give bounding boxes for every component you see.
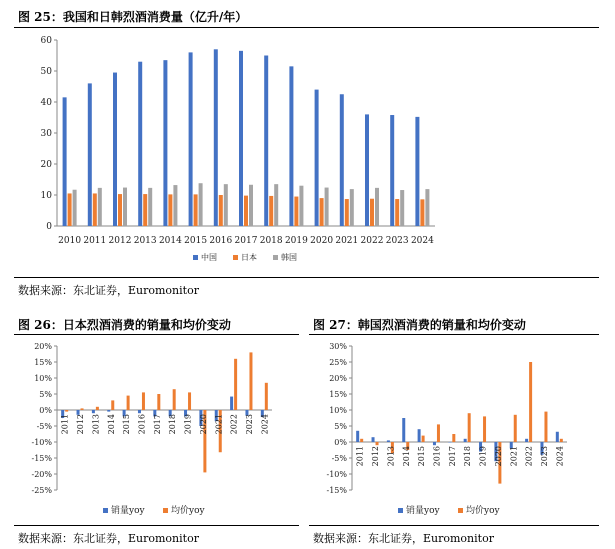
fig26-x-tick-label: 2023 <box>244 414 254 435</box>
fig27-x-tick-label: 2020 <box>493 445 503 467</box>
fig27-bar-s1 <box>433 442 436 445</box>
fig25-y-tick-label: 30 <box>40 129 52 139</box>
figure-26-title: 图 26：日本烈酒消费的销量和均价变动 <box>18 318 231 332</box>
fig25-x-tick-label: 2024 <box>410 236 434 246</box>
fig25-y-tick-label: 60 <box>40 36 52 46</box>
fig27-bar-s2 <box>468 413 471 442</box>
fig27-bar-s2 <box>437 424 440 442</box>
fig26-x-tick-label: 2013 <box>91 414 101 435</box>
fig27-x-tick-label: 2012 <box>371 446 381 467</box>
fig25-x-tick-label: 2010 <box>58 236 82 246</box>
fig26-x-tick-label: 2021 <box>214 414 224 435</box>
fig25-x-tick-label: 2017 <box>234 236 258 246</box>
fig27-bar-s1 <box>356 431 359 442</box>
fig27-y-tick-label: -5% <box>331 454 347 463</box>
fig27-y-tick-label: 30% <box>329 342 347 351</box>
fig26-x-tick-label: 2019 <box>183 414 193 435</box>
fig27-bar-s2 <box>560 439 563 442</box>
fig27-bar-s1 <box>525 439 528 442</box>
fig27-x-tick-label: 2016 <box>432 446 442 467</box>
figure-26-source: 数据来源：东北证券，Euromonitor <box>18 532 199 545</box>
figure-27-source: 数据来源：东北证券，Euromonitor <box>313 532 494 545</box>
fig25-x-tick-label: 2012 <box>108 236 132 246</box>
fig27-bar-s2 <box>422 436 425 442</box>
fig27-bar-s2 <box>544 412 547 442</box>
fig27-x-tick-label: 2011 <box>355 446 365 467</box>
fig27-bar-s2 <box>514 415 517 442</box>
fig27-bar-s2 <box>483 416 486 442</box>
fig27-bar-s1 <box>556 432 559 442</box>
fig27-y-tick-label: 5% <box>334 422 347 431</box>
fig27-x-tick-label: 2019 <box>478 446 488 467</box>
fig27-y-tick-label: 20% <box>329 374 347 383</box>
fig26-legend-label: 销量yoy <box>111 506 145 516</box>
fig27-y-tick-label: -10% <box>326 470 347 479</box>
fig27-bar-s1 <box>448 442 451 443</box>
fig25-x-tick-label: 2019 <box>284 236 308 246</box>
fig27-legend-label: 销量yoy <box>406 506 440 516</box>
fig27-x-tick-label: 2022 <box>524 446 534 467</box>
fig26-y-tick-label: 10% <box>34 374 52 383</box>
fig27-x-tick-label: 2014 <box>401 446 411 467</box>
fig27-x-tick-label: 2017 <box>447 446 457 467</box>
fig26-x-tick-label: 2012 <box>76 414 86 435</box>
fig25-x-tick-label: 2018 <box>259 236 283 246</box>
fig26-y-tick-label: -20% <box>31 470 52 479</box>
fig26-x-tick-label: 2020 <box>198 414 208 435</box>
fig26-y-tick-label: 15% <box>34 358 52 367</box>
fig27-y-tick-label: -15% <box>326 486 347 495</box>
fig26-y-tick-label: -25% <box>31 486 52 495</box>
fig27-bar-s1 <box>464 439 467 442</box>
fig26-x-tick-label: 2022 <box>229 414 239 435</box>
figure-27-source-rule <box>309 525 599 526</box>
fig25-x-tick-label: 2020 <box>310 236 334 246</box>
fig27-x-tick-label: 2015 <box>417 446 427 467</box>
fig26-legend-label: 均价yoy <box>171 506 205 516</box>
fig27-legend-label: 均价yoy <box>466 506 500 516</box>
fig26-x-tick-label: 2011 <box>60 414 70 435</box>
fig27-x-tick-label: 2021 <box>509 446 519 467</box>
fig26-x-tick-label: 2016 <box>137 414 147 435</box>
fig25-y-tick-label: 40 <box>40 98 52 108</box>
fig25-x-tick-label: 2014 <box>158 236 182 246</box>
fig26-x-tick-label: 2017 <box>152 414 162 435</box>
fig25-legend-label: 中国 <box>201 253 217 262</box>
fig26-x-tick-label: 2015 <box>122 414 132 435</box>
fig27-bar-s2 <box>452 434 455 442</box>
fig27-x-tick-label: 2018 <box>463 446 473 467</box>
fig25-y-tick-label: 20 <box>40 160 52 170</box>
fig27-y-tick-label: 15% <box>329 390 347 399</box>
fig27-bar-s1 <box>418 429 421 442</box>
fig26-x-tick-label: 2018 <box>168 414 178 435</box>
fig27-bar-s2 <box>360 439 363 442</box>
fig25-x-tick-label: 2013 <box>133 236 157 246</box>
fig26-y-tick-label: 5% <box>39 390 52 399</box>
fig27-bar-s2 <box>529 362 532 442</box>
fig25-legend-label: 日本 <box>241 253 257 262</box>
fig27-x-tick-label: 2023 <box>539 446 549 467</box>
fig27-bar-s2 <box>376 442 379 445</box>
fig25-x-tick-label: 2022 <box>360 236 384 246</box>
fig26-y-tick-label: -10% <box>31 438 52 447</box>
fig27-x-tick-label: 2024 <box>555 446 565 467</box>
fig27-y-tick-label: 25% <box>329 358 347 367</box>
fig27-x-tick-label: 2013 <box>386 446 396 467</box>
fig27-bar-s1 <box>402 418 405 442</box>
figure-25-source: 数据来源：东北证券，Euromonitor <box>18 284 199 297</box>
fig27-bar-s1 <box>372 437 375 442</box>
fig25-x-tick-label: 2011 <box>83 236 107 246</box>
figure-27-title: 图 27：韩国烈酒消费的销量和均价变动 <box>313 318 526 332</box>
fig25-x-tick-label: 2015 <box>184 236 208 246</box>
fig25-y-tick-label: 50 <box>40 67 52 77</box>
fig27-legend-swatch <box>398 508 403 513</box>
fig26-y-tick-label: 0% <box>39 406 52 415</box>
fig25-x-tick-label: 2023 <box>385 236 409 246</box>
fig25-x-tick-label: 2016 <box>209 236 233 246</box>
fig26-y-tick-label: 20% <box>34 342 52 351</box>
figure-25-title: 图 25：我国和日韩烈酒消费量（亿升/年） <box>18 10 248 24</box>
fig25-y-tick-label: 0 <box>46 222 52 232</box>
fig27-legend-swatch <box>458 508 463 513</box>
fig25-legend-label: 韩国 <box>281 253 297 262</box>
fig25-y-tick-label: 10 <box>40 191 52 201</box>
fig26-y-tick-label: -15% <box>31 454 52 463</box>
fig27-y-tick-label: 10% <box>329 406 347 415</box>
fig25-x-tick-label: 2021 <box>335 236 359 246</box>
fig26-y-tick-label: -5% <box>36 422 52 431</box>
fig27-y-tick-label: 0% <box>334 438 347 447</box>
fig26-x-tick-label: 2014 <box>106 414 116 435</box>
fig26-x-tick-label: 2024 <box>260 414 270 435</box>
fig27-bar-s1 <box>387 440 390 442</box>
